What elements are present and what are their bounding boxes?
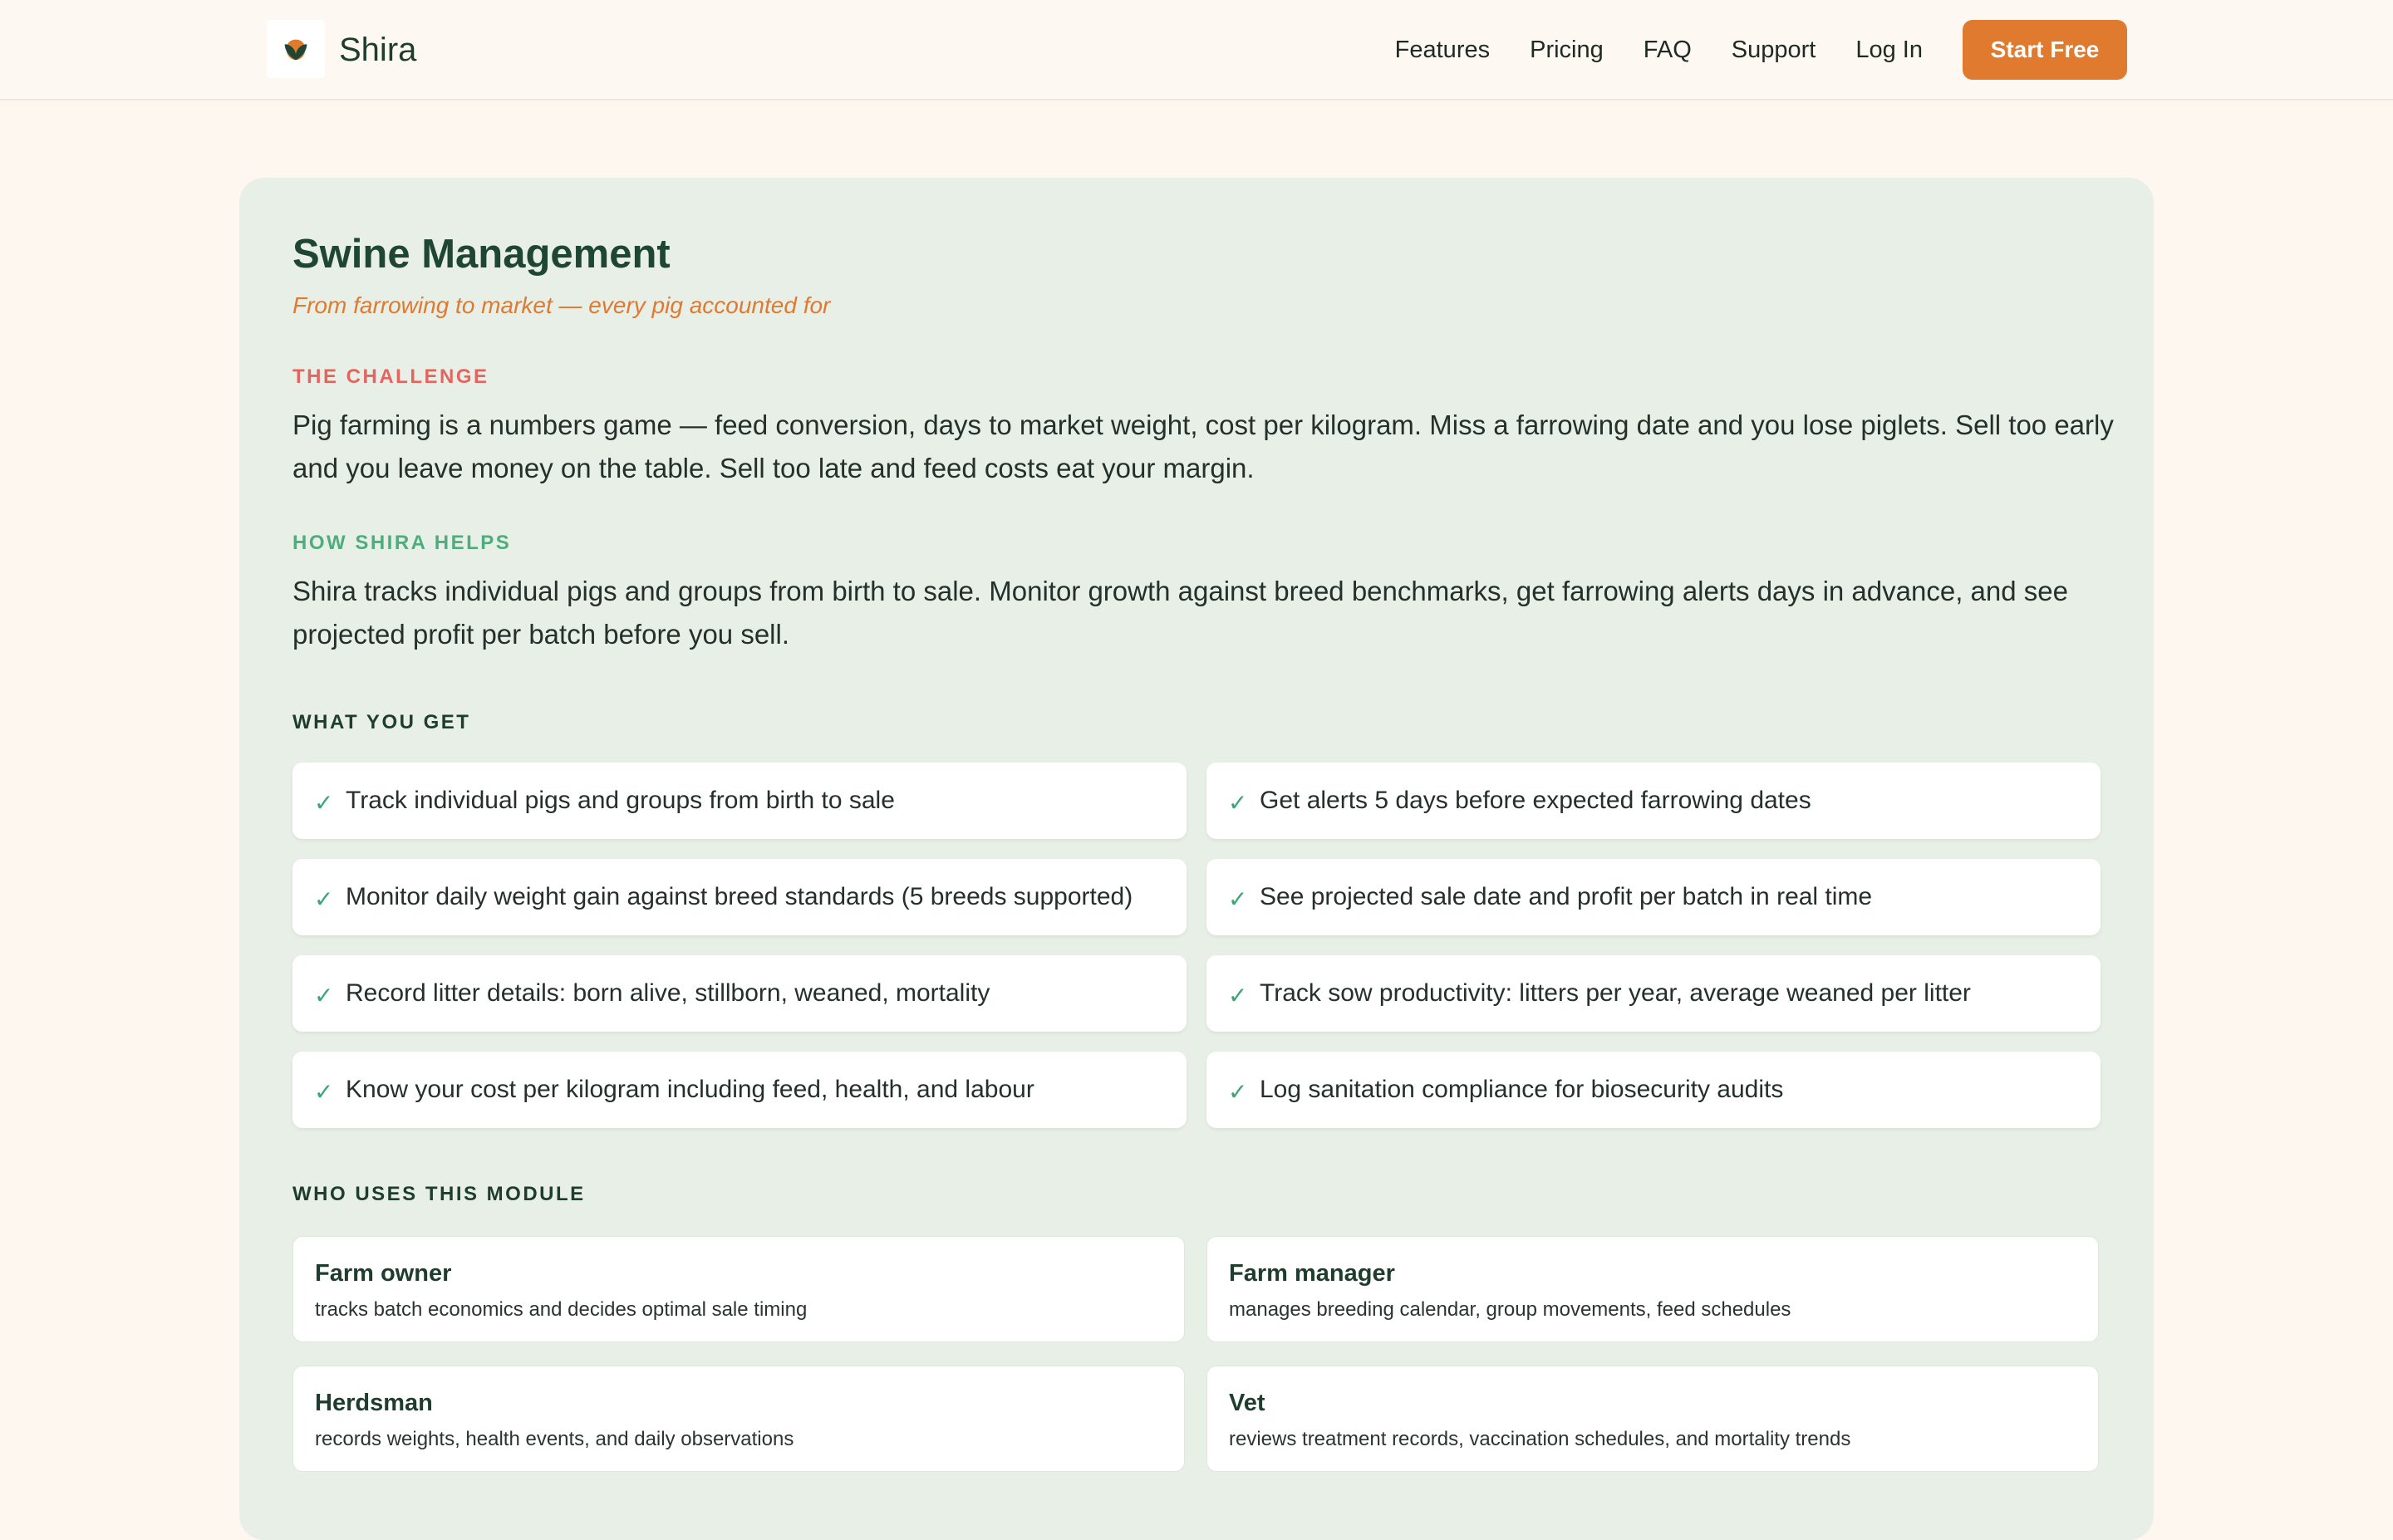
- check-icon: ✓: [1228, 982, 1248, 1008]
- feature-text: Record litter details: born alive, stillborn, weaned, mortality: [346, 979, 990, 1007]
- role-description: tracks batch economics and decides optimal sale timing: [315, 1298, 808, 1321]
- feature-text: Know your cost per kilogram including feed, health, and labour: [346, 1076, 1034, 1103]
- role-name: Vet: [1229, 1390, 1265, 1416]
- feature-item: [292, 1052, 1187, 1128]
- feature-item: [1206, 859, 2101, 935]
- feature-item: [1206, 1052, 2101, 1128]
- role-name: Farm manager: [1229, 1260, 1395, 1287]
- role-description: manages breeding calendar, group movements, feed schedules: [1229, 1298, 1791, 1321]
- feature-text: Track individual pigs and groups from birth to sale: [346, 787, 895, 814]
- feature-text: Get alerts 5 days before expected farrowing dates: [1260, 787, 1811, 814]
- role-description: reviews treatment records, vaccination schedules, and mortality trends: [1229, 1428, 1851, 1450]
- helps-heading: HOW SHIRA HELPS: [292, 532, 512, 554]
- role-description: records weights, health events, and daily observations: [315, 1428, 794, 1450]
- nav-login-link[interactable]: Log In: [1855, 36, 1923, 63]
- challenge-heading: THE CHALLENGE: [292, 365, 489, 388]
- nav-faq-link[interactable]: FAQ: [1643, 36, 1692, 63]
- nav-pricing-link[interactable]: Pricing: [1530, 36, 1604, 63]
- user-role-card: [1206, 1366, 2099, 1472]
- feature-item: [292, 955, 1187, 1032]
- top-navbar: [0, 0, 2393, 101]
- brand-name[interactable]: Shira: [339, 32, 417, 68]
- module-title: Swine Management: [292, 232, 671, 277]
- logo[interactable]: [267, 20, 325, 78]
- check-icon: ✓: [1228, 1078, 1248, 1105]
- check-icon: ✓: [314, 982, 334, 1008]
- helps-paragraph: Shira tracks individual pigs and groups from birth to sale. Monitor growth against breed benchmarks, get farrowing alerts days in advance, and see projected profit per batch before you sell.: [292, 576, 2068, 650]
- feature-text: Monitor daily weight gain against breed standards (5 breeds supported): [346, 883, 1133, 910]
- nav-support-link[interactable]: Support: [1731, 36, 1816, 63]
- role-name: Herdsman: [315, 1390, 433, 1416]
- check-icon: ✓: [1228, 789, 1248, 816]
- check-icon: ✓: [314, 789, 334, 816]
- check-icon: ✓: [314, 1078, 334, 1105]
- role-name: Farm owner: [315, 1260, 452, 1287]
- users-heading: WHO USES THIS MODULE: [292, 1183, 586, 1205]
- main-nav: [1395, 20, 2127, 80]
- user-role-card: [292, 1236, 1185, 1342]
- feature-text: Log sanitation compliance for biosecurity audits: [1260, 1076, 1784, 1103]
- module-card: [239, 178, 2154, 1540]
- module-subtitle: From farrowing to market — every pig accounted for: [292, 292, 831, 318]
- check-icon: ✓: [1228, 885, 1248, 912]
- nav-features-link[interactable]: Features: [1394, 36, 1491, 63]
- feature-item: [292, 763, 1187, 839]
- feature-item: [1206, 763, 2101, 839]
- challenge-paragraph: Pig farming is a numbers game — feed conversion, days to market weight, cost per kilogram. Miss a farrowing date and you lose piglets. Sell too early and you leave money on the table. Sell too late and feed costs eat your margin.: [292, 410, 2114, 483]
- user-role-card: [292, 1366, 1185, 1472]
- check-icon: ✓: [314, 885, 334, 912]
- feature-text: Track sow productivity: litters per year, average weaned per litter: [1260, 979, 1971, 1007]
- feature-item: [1206, 955, 2101, 1032]
- features-heading: WHAT YOU GET: [292, 711, 471, 733]
- feature-text: See projected sale date and profit per batch in real time: [1260, 883, 1873, 910]
- start-free-button[interactable]: Start Free: [1963, 20, 2127, 80]
- user-role-card: [1206, 1236, 2099, 1342]
- leaf-logo-icon: [280, 33, 312, 65]
- feature-item: [292, 859, 1187, 935]
